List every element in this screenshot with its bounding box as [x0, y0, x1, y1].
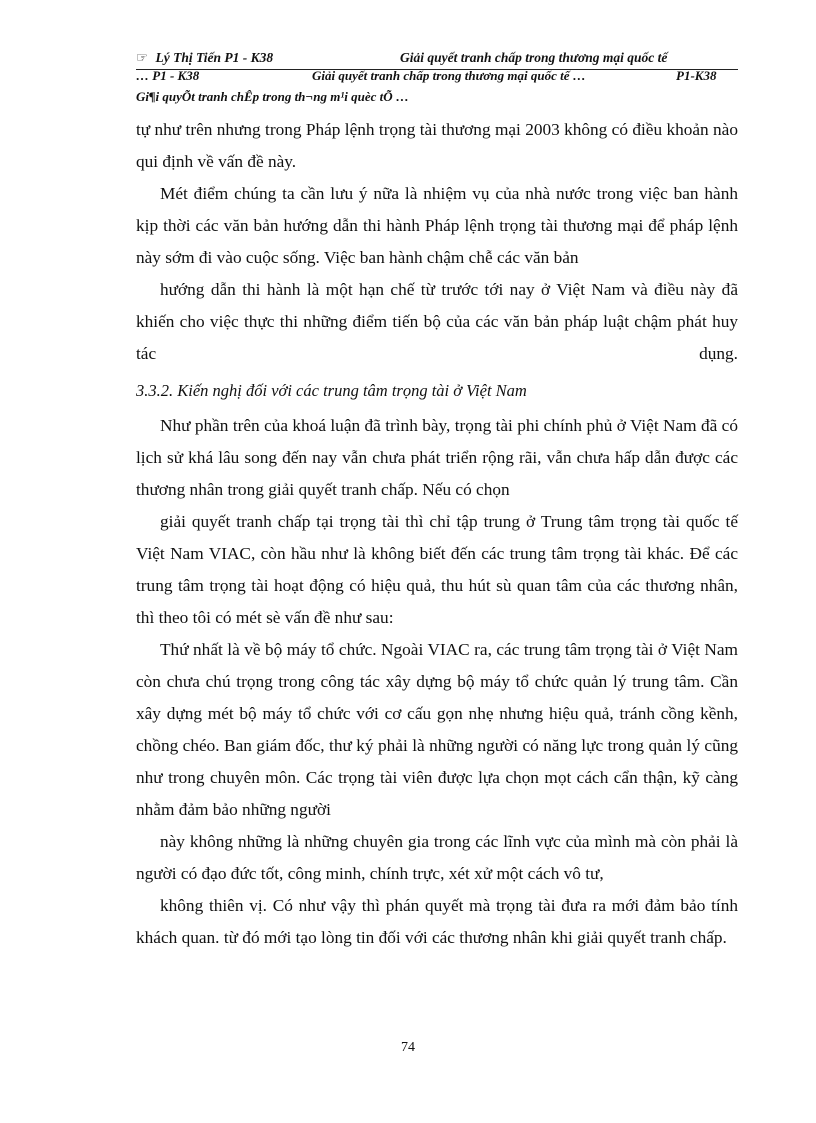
running-header-line-1	[136, 50, 738, 66]
running-header-line-3	[136, 89, 738, 105]
header-author: Lý Thị Tiến P1 - K38	[155, 50, 274, 65]
paragraph: Mét điểm chúng ta cần lưu ý nữa là nhiệm vụ của nhà nước trong việc ban hành kịp thời các văn bản hướng dẫn thi hành Pháp lệnh trọng tài thương mại để pháp lệnh này sớm đi vào cuộc sống. Việc ban hành chậm chễ các văn bản	[136, 184, 738, 267]
pointing-hand-icon: ☞	[136, 50, 149, 65]
paragraph: giải quyết tranh chấp tại trọng tài thì chỉ tập trung ở Trung tâm trọng tài quốc tế Việt Nam VIAC, còn hầu như là không biết đến các trung tâm trọng tài khác. Để các trung tâm trọng tài hoạt động có hiệu quả, thu hút sù quan tâm của các thương nhân, thì theo tôi có mét sè vấn đề như sau:	[136, 512, 738, 627]
section-heading: 3.3.2. Kiến nghị đối với các trung tâm trọng tài ở Việt Nam	[136, 381, 527, 400]
page-body	[136, 114, 738, 954]
paragraph: này không những là những chuyên gia trong các lĩnh vực của mình mà còn phải là người có đạo đức tốt, công minh, chính trực, xét xử một cách vô tư,	[136, 832, 738, 883]
paragraph: hướng dẫn thi hành là một hạn chế từ trước tới nay ở Việt Nam và điều này đã khiến cho việc thực thi những điểm tiến bộ của các văn bản pháp luật chậm phát huy tác dụng.	[136, 280, 738, 363]
header-title: Giải quyết tranh chấp trong thương mại quốc tế	[400, 50, 668, 65]
header-line2-mid: Giải quyết tranh chấp trong thương mại quốc tế …	[312, 68, 586, 83]
header-line3: Gi¶i quyÕt tranh chÊp trong th¬ng m¹i quèc tÕ …	[136, 89, 409, 104]
paragraph: Thứ nhất là về bộ máy tổ chức. Ngoài VIAC ra, các trung tâm trọng tài ở Việt Nam còn chưa chú trọng trong công tác xây dựng bộ máy tổ chức quản lý trung tâm. Cần xây dựng mét bộ máy tổ chức với cơ cấu gọn nhẹ nhưng hiệu quả, tránh cồng kềnh, chồng chéo. Ban giám đốc, thư ký phải là những người có năng lực trong quản lý cũng như trong chuyên môn. Các trọng tài viên được lựa chọn mọt cách cẩn thận, kỹ càng nhằm đảm bảo những người	[136, 640, 738, 819]
paragraph: tự như trên nhưng trong Pháp lệnh trọng tài thương mại 2003 không có điều khoản nào qui định về vấn đề này.	[136, 120, 738, 171]
paragraph: không thiên vị. Có như vậy thì phán quyết mà trọng tài đưa ra mới đảm bảo tính khách quan. từ đó mới tạo lòng tin đối với các thương nhân khi giải quyết tranh chấp.	[136, 896, 738, 947]
paragraph: Như phần trên của khoá luận đã trình bày, trọng tài phi chính phủ ở Việt Nam đã có lịch sử khá lâu song đến nay vẫn chưa phát triển rộng rãi, vẫn chưa hấp dẫn được các thương nhân trong giải quyết tranh chấp. Nếu có chọn	[136, 416, 738, 499]
running-header-line-2	[136, 68, 738, 84]
header-line2-left: … P1 - K38	[136, 68, 200, 83]
page-number: 74	[401, 1040, 415, 1055]
header-line2-right: P1-K38	[676, 68, 717, 83]
